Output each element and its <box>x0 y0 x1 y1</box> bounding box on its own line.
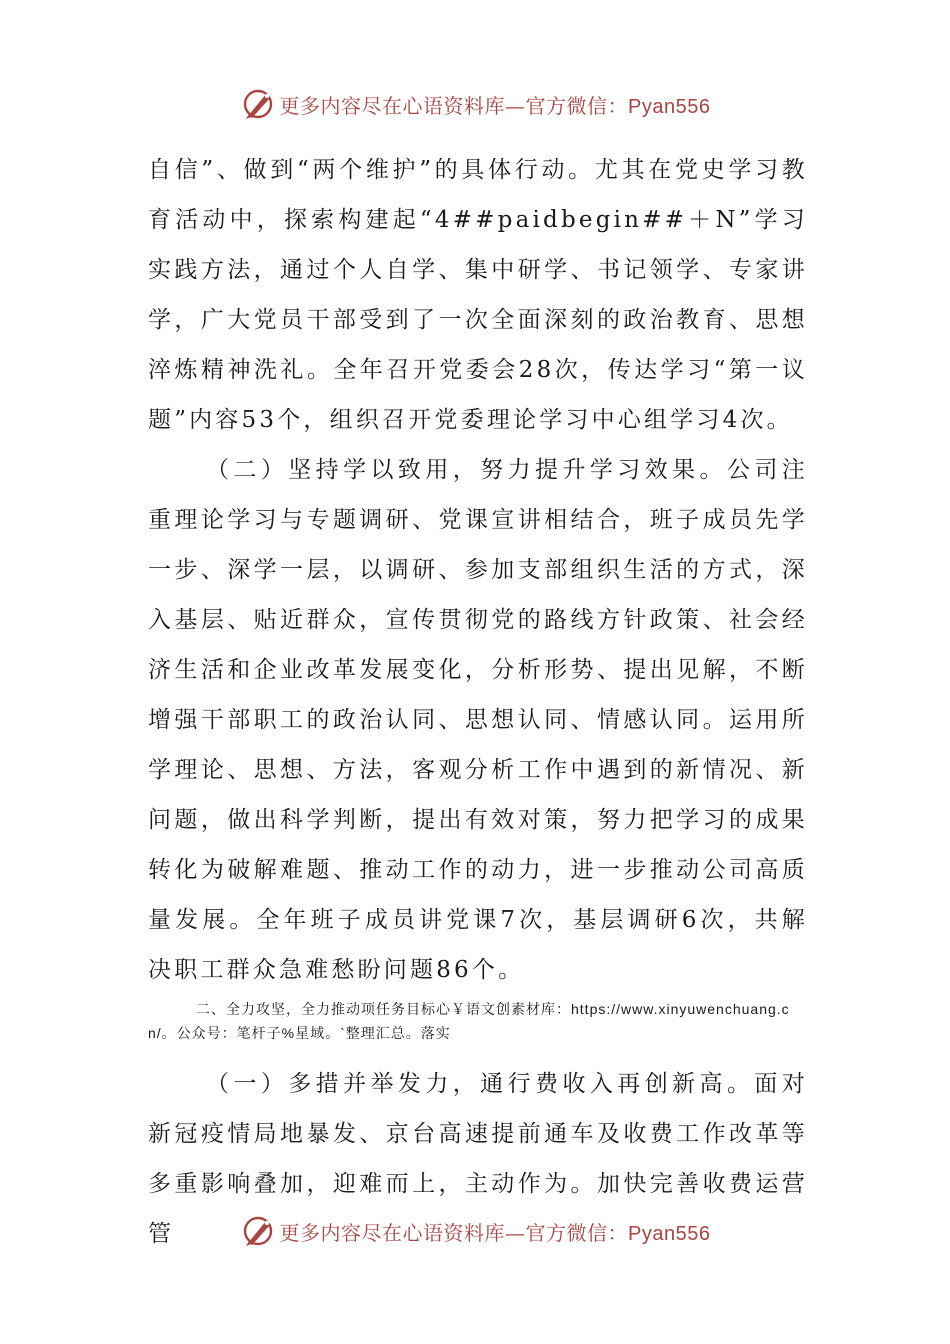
banner-text: 更多内容尽在心语资料库—官方微信：Pyan556 <box>279 1220 711 1245</box>
header-banner <box>0 84 950 124</box>
wechat-id: Pyan556 <box>628 1222 711 1245</box>
document-body <box>148 145 808 1259</box>
wechat-id: Pyan556 <box>628 95 711 118</box>
paragraph-continuation: 自信”、做到“两个维护”的具体行动。尤其在党史学习教育活动中，探索构建起“4##paidbegin##＋N”学习实践方法，通过个人自学、集中研学、书记领学、专家讲学，广大党员干部受到了一次全面深刻的政治教育、思想淬炼精神洗礼。全年召开党委会28次，传达学习“第一议题”内容53个，组织召开党委理论学习中心组学习4次。 <box>148 157 808 433</box>
paragraph-section-1-revenue: （一）多措并举发力，通行费收入再创新高。面对新冠疫情局地暴发、京台高速提前通车及收费工作改革等多重影响叠加，迎难而上，主动作为。加快完善收费运营管 <box>148 1071 808 1247</box>
banner-text: 更多内容尽在心语资料库—官方微信：Pyan556 <box>279 93 711 118</box>
pen-nib-logo-icon <box>240 86 276 122</box>
paragraph-section-2: （二）坚持学以致用，努力提升学习效果。公司注重理论学习与专题调研、党课宣讲相结合，班子成员先学一步、深学一层，以调研、参加支部组织生活的方式，深入基层、贴近群众，宣传贯彻党的路线方针政策、社会经济生活和企业改革发展变化，分析形势、提出见解，不断增强干部职工的政治认同、思想认同、情感认同。运用所学理论、思想、方法，客观分析工作中遇到的新情况、新问题，做出科学判断，提出有效对策，努力把学习的成果转化为破解难题、推动工作的动力，进一步推动公司高质量发展。全年班子成员讲党课7次，基层调研6次，共解决职工群众急难愁盼问题86个。 <box>148 457 808 983</box>
pen-nib-logo-icon <box>240 1213 276 1249</box>
section-heading-note: 二、全力攻坚，全力推动项任务目标心￥语文创素材库：https://www.xinyuwenchuang.cn/。公众号：笔杆子%星域。`整理汇总。落实 <box>148 1001 790 1041</box>
footer-banner <box>0 1211 950 1251</box>
